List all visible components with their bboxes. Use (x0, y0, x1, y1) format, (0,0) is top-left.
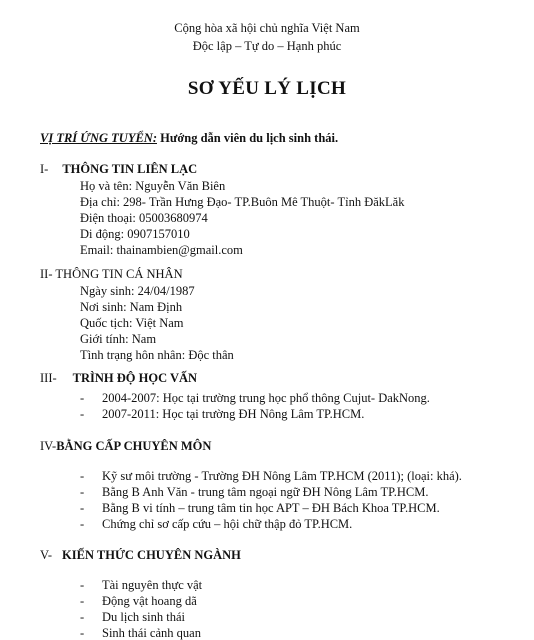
section-degrees-heading (40, 440, 211, 453)
bullet-dash: - (80, 626, 85, 640)
degree-item: Bằng B Anh Văn - trung tâm ngoại ngữ ĐH Nông Lâm TP.HCM. (102, 485, 429, 499)
knowledge-item: Du lịch sinh thái (102, 610, 185, 624)
bullet-dash: - (80, 485, 85, 499)
personal-nationality: Quốc tịch: Việt Nam (80, 316, 184, 330)
contact-email: Email: thainambien@gmail.com (80, 243, 243, 257)
bullet-dash: - (80, 594, 85, 608)
position-label: VỊ TRÍ ỨNG TUYỂN: (40, 131, 157, 145)
education-item: 2004-2007: Học tại trường trung học phổ thông Cujut- DakNong. (102, 391, 430, 405)
section-knowledge-heading (40, 549, 241, 562)
education-item: 2007-2011: Học tại trường ĐH Nông Lâm TP.HCM. (102, 407, 365, 421)
section-title: TRÌNH ĐỘ HỌC VẤN (72, 371, 198, 385)
section-number: II- (40, 267, 53, 281)
knowledge-item: Động vật hoang dã (102, 594, 197, 608)
section-title: THÔNG TIN CÁ NHÂN (55, 267, 183, 281)
section-number: IV- (40, 439, 57, 453)
knowledge-item: Tài nguyên thực vật (102, 578, 203, 592)
section-number: I- (40, 162, 49, 176)
contact-address: Địa chỉ: 298- Trần Hưng Đạo- TP.Buôn Mê Thuột- Tỉnh ĐăkLăk (80, 195, 405, 209)
section-title: THÔNG TIN LIÊN LẠC (62, 162, 198, 176)
personal-marital-status: Tình trạng hôn nhân: Độc thân (80, 348, 234, 362)
contact-name: Họ và tên: Nguyễn Văn Biên (80, 179, 226, 193)
position-row (40, 132, 338, 145)
bullet-dash: - (80, 391, 85, 405)
section-education-heading (40, 372, 197, 385)
bullet-dash: - (80, 407, 85, 421)
contact-mobile: Di động: 0907157010 (80, 227, 190, 241)
section-title: BẰNG CẤP CHUYÊN MÔN (56, 439, 212, 453)
degree-item: Bằng B vi tính – trung tâm tin học APT – ĐH Bách Khoa TP.HCM. (102, 501, 440, 515)
personal-dob: Ngày sinh: 24/04/1987 (80, 284, 195, 298)
motto-line-1: Cộng hòa xã hội chủ nghĩa Việt Nam (174, 21, 360, 35)
motto-line-2: Độc lập – Tự do – Hạnh phúc (192, 39, 342, 53)
section-personal-heading (40, 268, 183, 281)
degree-item: Chứng chỉ sơ cấp cứu – hội chữ thập đỏ TP.HCM. (102, 517, 353, 531)
personal-gender: Giới tính: Nam (80, 332, 157, 346)
knowledge-item: Sinh thái cảnh quan (102, 626, 201, 640)
bullet-dash: - (80, 501, 85, 515)
degree-item: Kỹ sư môi trường - Trường ĐH Nông Lâm TP.HCM (2011); (loại: khá). (102, 469, 462, 483)
bullet-dash: - (80, 578, 85, 592)
personal-birthplace: Nơi sinh: Nam Định (80, 300, 183, 314)
section-number: III- (40, 371, 57, 385)
contact-phone: Điện thoại: 05003680974 (80, 211, 208, 225)
section-title: KIẾN THỨC CHUYÊN NGÀNH (62, 548, 241, 562)
page-title: SƠ YẾU LÝ LỊCH (187, 78, 347, 99)
position-value: Hướng dẫn viên du lịch sinh thái. (160, 131, 339, 145)
bullet-dash: - (80, 469, 85, 483)
bullet-dash: - (80, 517, 85, 531)
bullet-dash: - (80, 610, 85, 624)
section-number: V- (40, 548, 53, 562)
section-contact-heading (40, 163, 197, 176)
